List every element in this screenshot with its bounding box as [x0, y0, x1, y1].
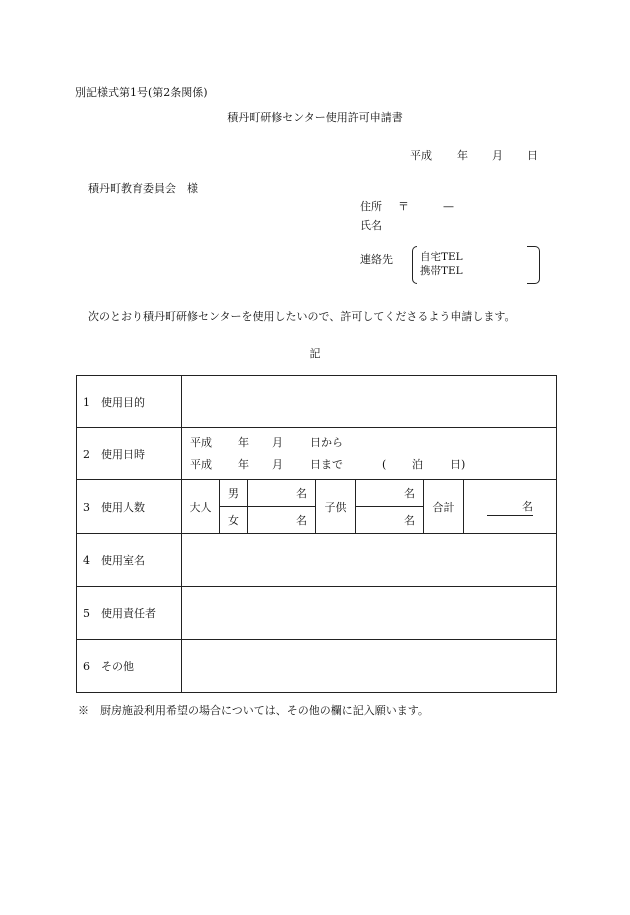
purpose-label: 使用目的	[101, 395, 145, 409]
female-cell: 女	[220, 507, 248, 534]
date-day: 日	[527, 149, 538, 162]
datetime-from-line	[190, 432, 556, 454]
room-value-cell[interactable]	[182, 534, 557, 587]
kitchen-note: ※ 厨房施設利用希望の場合については、その他の欄に記入願います。	[78, 704, 429, 717]
male-cell: 男	[220, 480, 248, 507]
manager-value-cell[interactable]	[182, 587, 557, 640]
row-number: 5	[83, 607, 90, 620]
postal-dash: —	[443, 200, 454, 213]
address-label: 住所	[360, 200, 382, 213]
request-text: 次のとおり積丹町研修センターを使用したいので、許可してくださるよう申請します。	[88, 310, 516, 323]
addressee: 積丹町教育委員会 様	[88, 182, 198, 195]
purpose-value-cell[interactable]	[182, 376, 557, 428]
child-count-top-cell[interactable]: 名	[356, 480, 424, 507]
form-code: 別記様式第1号(第2条関係)	[75, 86, 208, 99]
to-month: 月	[272, 457, 283, 471]
adult-cell: 大人	[182, 480, 220, 534]
row-number: 3	[83, 500, 90, 514]
purpose-label-cell	[77, 376, 182, 428]
postal-mark: 〒	[398, 200, 409, 213]
child-count-bottom-cell[interactable]: 名	[356, 507, 424, 534]
from-month: 月	[272, 435, 283, 449]
row-number: 6	[83, 660, 90, 673]
other-label-cell	[77, 640, 182, 693]
from-day: 日から	[310, 435, 343, 449]
datetime-label-cell	[77, 428, 182, 480]
to-day: 日まで	[310, 457, 343, 471]
row-number: 1	[83, 395, 90, 409]
contact-brace-right	[527, 246, 540, 284]
row-people-top	[77, 480, 557, 507]
row-other	[77, 640, 557, 693]
people-label: 使用人数	[101, 500, 145, 514]
row-number: 2	[83, 447, 90, 461]
date-month: 月	[492, 149, 503, 162]
stay-haku: 泊	[412, 457, 423, 471]
manager-label: 使用責任者	[101, 607, 156, 620]
room-label-cell	[77, 534, 182, 587]
datetime-label: 使用日時	[101, 447, 145, 461]
row-room	[77, 534, 557, 587]
name-label: 氏名	[360, 219, 382, 232]
row-purpose	[77, 376, 557, 428]
manager-label-cell	[77, 587, 182, 640]
total-value-cell[interactable]	[464, 480, 557, 534]
people-label-cell	[77, 480, 182, 534]
other-value-cell[interactable]	[182, 640, 557, 693]
child-cell: 子供	[316, 480, 356, 534]
row-datetime	[77, 428, 557, 480]
total-unit: 名	[487, 498, 533, 516]
mobile-tel: 携帯TEL	[420, 265, 463, 277]
contact-brace-left	[412, 246, 417, 284]
other-label: その他	[101, 660, 134, 673]
row-number: 4	[83, 554, 90, 567]
datetime-to-line	[190, 454, 556, 476]
female-count-cell[interactable]: 名	[248, 507, 316, 534]
ki-heading: 記	[309, 347, 321, 360]
room-label: 使用室名	[101, 554, 145, 567]
application-table	[76, 375, 557, 693]
male-count-cell[interactable]: 名	[248, 480, 316, 507]
row-manager	[77, 587, 557, 640]
to-year: 年	[238, 457, 249, 471]
form-title: 積丹町研修センター使用許可申請書	[227, 111, 403, 124]
stay-day: 日)	[450, 457, 466, 471]
from-era: 平成	[190, 435, 212, 449]
to-era: 平成	[190, 457, 212, 471]
stay-open: (	[382, 457, 387, 471]
home-tel: 自宅TEL	[420, 251, 463, 263]
total-label-cell: 合計	[424, 480, 464, 534]
contact-label: 連絡先	[360, 253, 393, 266]
date-era: 平成	[410, 149, 432, 162]
datetime-value-cell[interactable]	[182, 428, 557, 480]
from-year: 年	[238, 435, 249, 449]
date-year: 年	[457, 149, 468, 162]
